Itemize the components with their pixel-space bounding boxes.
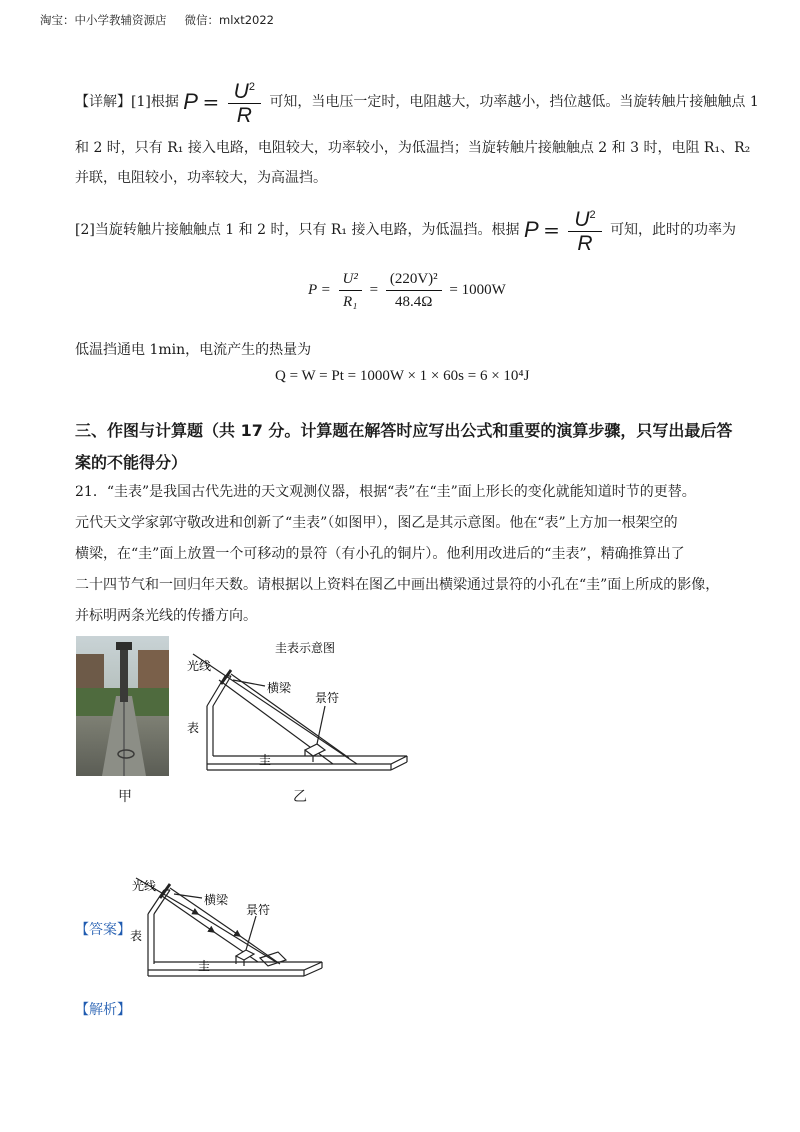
label-jingfu: 景符	[315, 691, 340, 705]
formula-fraction-1: $\frac{U^2}{R}$	[228, 76, 261, 128]
formula-p: P	[183, 89, 198, 114]
label-biao: 表	[187, 721, 200, 735]
page-header	[40, 12, 274, 28]
caption-yi: 乙	[293, 789, 307, 805]
guibiao-photo	[76, 636, 169, 776]
diagram-title: 圭表示意图	[275, 641, 336, 655]
answer-label-gui: 圭	[198, 959, 211, 973]
wechat-id: 微信：mlxt2022	[184, 13, 274, 27]
shop-name: 淘宝：中小学教辅资源店	[40, 13, 167, 27]
question-line-4: 二十四节气和一回归年天数。请根据以上资料在图乙中画出横梁通过景符的小孔在“圭”面上所成的影像，	[75, 577, 720, 593]
answer-label-jingfu: 景符	[246, 903, 271, 917]
detail-line-5: 低温挡通电 1min，电流产生的热量为	[75, 342, 312, 358]
answer-label-biao: 表	[130, 929, 143, 943]
detail-line-4: [2]当旋转触片接触触点 1 和 2 时，只有 R₁ 接入电路，为低温挡。根据 P = $\frac{U^2}{R}$ 可知，此时的功率为	[75, 204, 736, 256]
label-gui: 圭	[259, 753, 272, 767]
answer-label-beam: 横梁	[204, 893, 229, 907]
label-beam: 横梁	[267, 681, 292, 695]
detail-line-2: 和 2 时，只有 R₁ 接入电路，电阻较大，功率较小，为低温挡；当旋转触片接触触点 2 和 3 时，电阻 R₁、R₂	[75, 140, 751, 156]
label-light: 光线	[187, 659, 212, 673]
answer-tag: 【答案】	[75, 922, 131, 938]
question-line-5: 并标明两条光线的传播方向。	[75, 608, 257, 624]
question-line-3: 横梁，在“圭”面上放置一个可移动的景符（有小孔的铜片）。他利用改进后的“圭表”，精确推算出了	[75, 546, 685, 562]
detail-line-3: 并联，电阻较小，功率较大，为高温挡。	[75, 170, 327, 186]
caption-jia: 甲	[118, 789, 132, 805]
section-title-line-2: 案的不能得分）	[75, 453, 188, 472]
question-line-1: 21．“圭表”是我国古代先进的天文观测仪器，根据“表”在“圭”面上形长的变化就能知道时节的更替。	[75, 484, 696, 500]
analysis-tag: 【解析】	[75, 1002, 131, 1018]
detail-tag: 【详解】	[75, 94, 131, 110]
question-line-2: 元代天文学家郭守敬改进和创新了“圭表”（如图甲），图乙是其示意图。他在“表”上方加一根架空的	[75, 515, 678, 531]
detail-line-1: 【详解】[1]根据 P = $\frac{U^2}{R}$ 可知，当电压一定时，电阻越大，功率越小，挡位越低。当旋转触片接触触点 1	[75, 76, 759, 128]
section-title-line-1: 三、作图与计算题（共 17 分。计算题在解答时应写出公式和重要的演算步骤，只写出最后答	[75, 421, 733, 440]
guibiao-diagram	[185, 640, 415, 780]
answer-diagram	[128, 874, 333, 986]
equation-power: P = $\frac{\text{U²}}{\text{R₁}}$ = $\frac{\text{(220V)²}}{48.4\Omega}$ = 1000W	[308, 268, 506, 313]
formula-fraction-2: $\frac{U^2}{R}$	[568, 204, 601, 256]
answer-label-light: 光线	[132, 879, 157, 893]
equation-heat: Q = W = Pt = 1000W × 1 × 60s = 6 × 10⁴J	[275, 368, 530, 384]
